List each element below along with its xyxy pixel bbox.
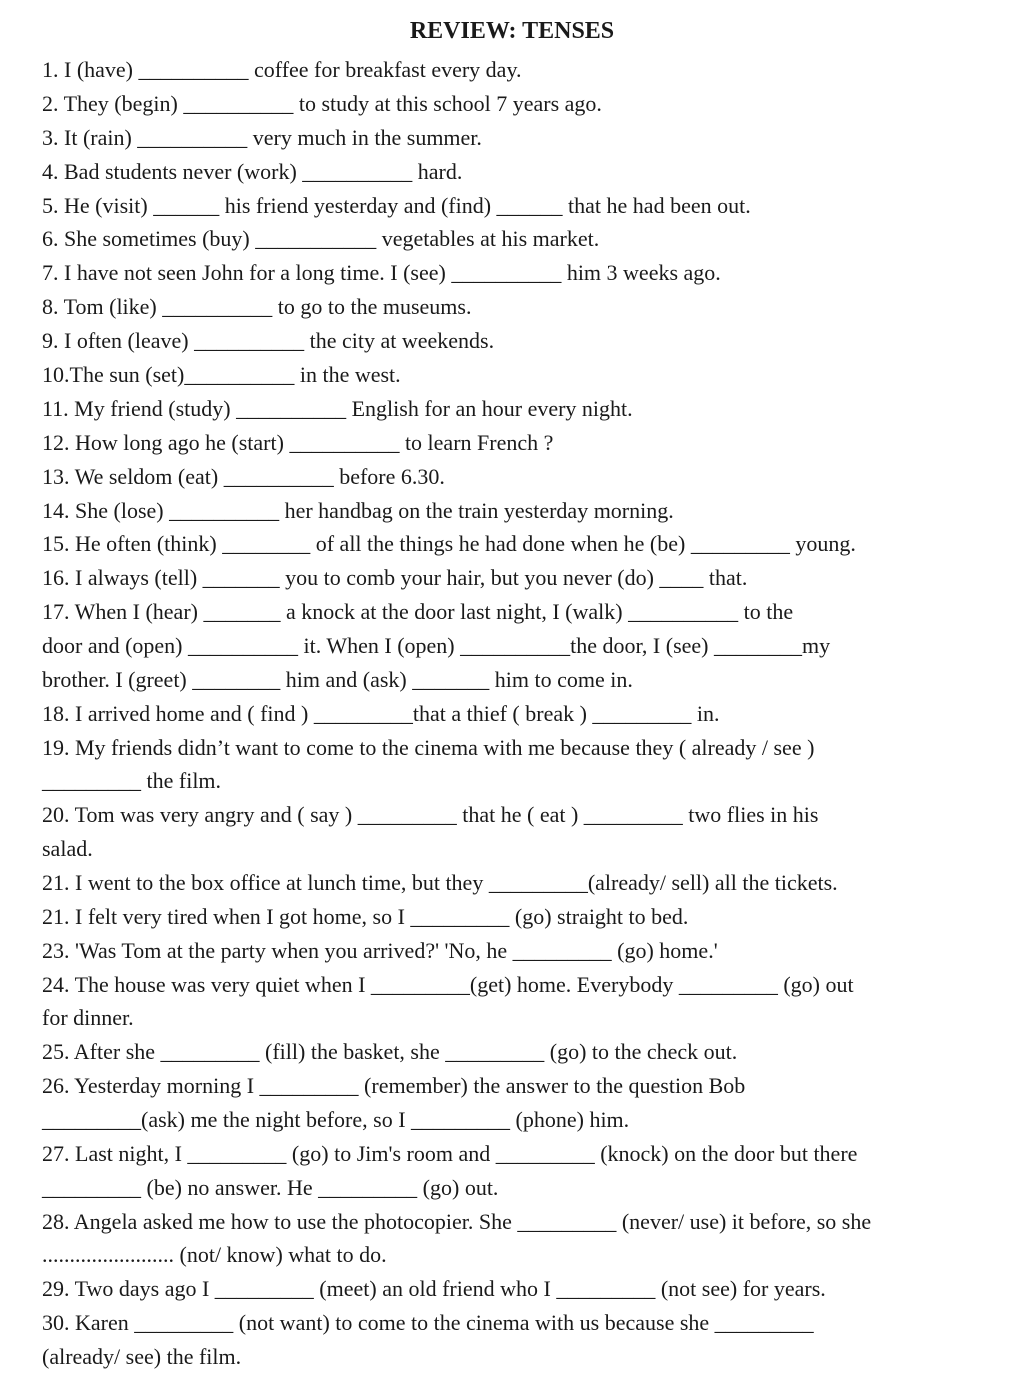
exercise-line-14: 14. She (lose) __________ her handbag on the train yesterday morning. (42, 498, 674, 523)
exercise-line-28b: ........................ (not/ know) what to do. (42, 1242, 387, 1267)
exercise-line-27a: 27. Last night, I _________ (go) to Jim's room and _________ (knock) on the door but there (42, 1141, 858, 1166)
exercise-line-23: 23. 'Was Tom at the party when you arrived?' 'No, he _________ (go) home.' (42, 938, 718, 963)
exercise-line-30b: (already/ see) the film. (42, 1344, 242, 1369)
exercise-line-21: 21. I went to the box office at lunch time, but they _________(already/ sell) all the tickets. (42, 870, 838, 895)
exercise-line-17b: door and (open) __________ it. When I (open) __________the door, I (see) ________my (42, 633, 831, 658)
exercise-line-9: 9. I often (leave) __________ the city at weekends. (42, 328, 495, 353)
exercise-line-17c: brother. I (greet) ________ him and (ask) _______ him to come in. (42, 667, 633, 692)
exercise-line-26b: _________(ask) me the night before, so I _________ (phone) him. (42, 1107, 630, 1132)
exercise-line-18: 18. I arrived home and ( find ) _________that a thief ( break ) _________ in. (42, 701, 720, 726)
exercise-line-15: 15. He often (think) ________ of all the things he had done when he (be) _________ young. (42, 531, 856, 556)
exercise-line-24b: for dinner. (42, 1005, 134, 1030)
exercise-line-5: 5. He (visit) ______ his friend yesterday and (find) ______ that he had been out. (42, 193, 751, 218)
exercise-line-19b: _________ the film. (42, 768, 222, 793)
exercise-line-3: 3. It (rain) __________ very much in the summer. (42, 125, 482, 150)
exercise-line-10: 10.The sun (set)__________ in the west. (42, 362, 401, 387)
exercise-line-20a: 20. Tom was very angry and ( say ) _________ that he ( eat ) _________ two flies in his (42, 802, 819, 827)
exercise-line-2: 2. They (begin) __________ to study at this school 7 years ago. (42, 91, 602, 116)
exercise-line-8: 8. Tom (like) __________ to go to the museums. (42, 294, 472, 319)
exercise-line-29: 29. Two days ago I _________ (meet) an old friend who I _________ (not see) for years. (42, 1276, 826, 1301)
exercise-line-19a: 19. My friends didn’t want to come to the cinema with me because they ( already / see ) (42, 735, 815, 760)
exercise-line-13: 13. We seldom (eat) __________ before 6.30. (42, 464, 445, 489)
exercise-line-25: 25. After she _________ (fill) the basket, she _________ (go) to the check out. (42, 1039, 738, 1064)
exercise-line-22: 21. I felt very tired when I got home, so I _________ (go) straight to bed. (42, 904, 689, 929)
exercise-line-6: 6. She sometimes (buy) ___________ vegetables at his market. (42, 226, 600, 251)
exercise-line-28a: 28. Angela asked me how to use the photocopier. She _________ (never/ use) it before, so she (42, 1209, 872, 1234)
exercise-line-30a: 30. Karen _________ (not want) to come to the cinema with us because she _________ (42, 1310, 814, 1335)
exercise-line-20b: salad. (42, 836, 93, 861)
exercise-line-26a: 26. Yesterday morning I _________ (remember) the answer to the question Bob (42, 1073, 746, 1098)
exercise-line-24a: 24. The house was very quiet when I _________(get) home. Everybody _________ (go) out (42, 972, 854, 997)
exercise-line-12: 12. How long ago he (start) __________ to learn French ? (42, 430, 554, 455)
exercise-line-11: 11. My friend (study) __________ English for an hour every night. (42, 396, 633, 421)
exercise-line-1: 1. I (have) __________ coffee for breakfast every day. (42, 57, 522, 82)
exercise-line-17a: 17. When I (hear) _______ a knock at the door last night, I (walk) __________ to the (42, 599, 794, 624)
exercise-line-27b: _________ (be) no answer. He _________ (go) out. (42, 1175, 499, 1200)
exercise-line-16: 16. I always (tell) _______ you to comb your hair, but you never (do) ____ that. (42, 565, 748, 590)
exercise-line-7: 7. I have not seen John for a long time. I (see) __________ him 3 weeks ago. (42, 260, 721, 285)
worksheet-title: REVIEW: TENSES (409, 18, 615, 44)
exercise-line-4: 4. Bad students never (work) __________ hard. (42, 159, 463, 184)
